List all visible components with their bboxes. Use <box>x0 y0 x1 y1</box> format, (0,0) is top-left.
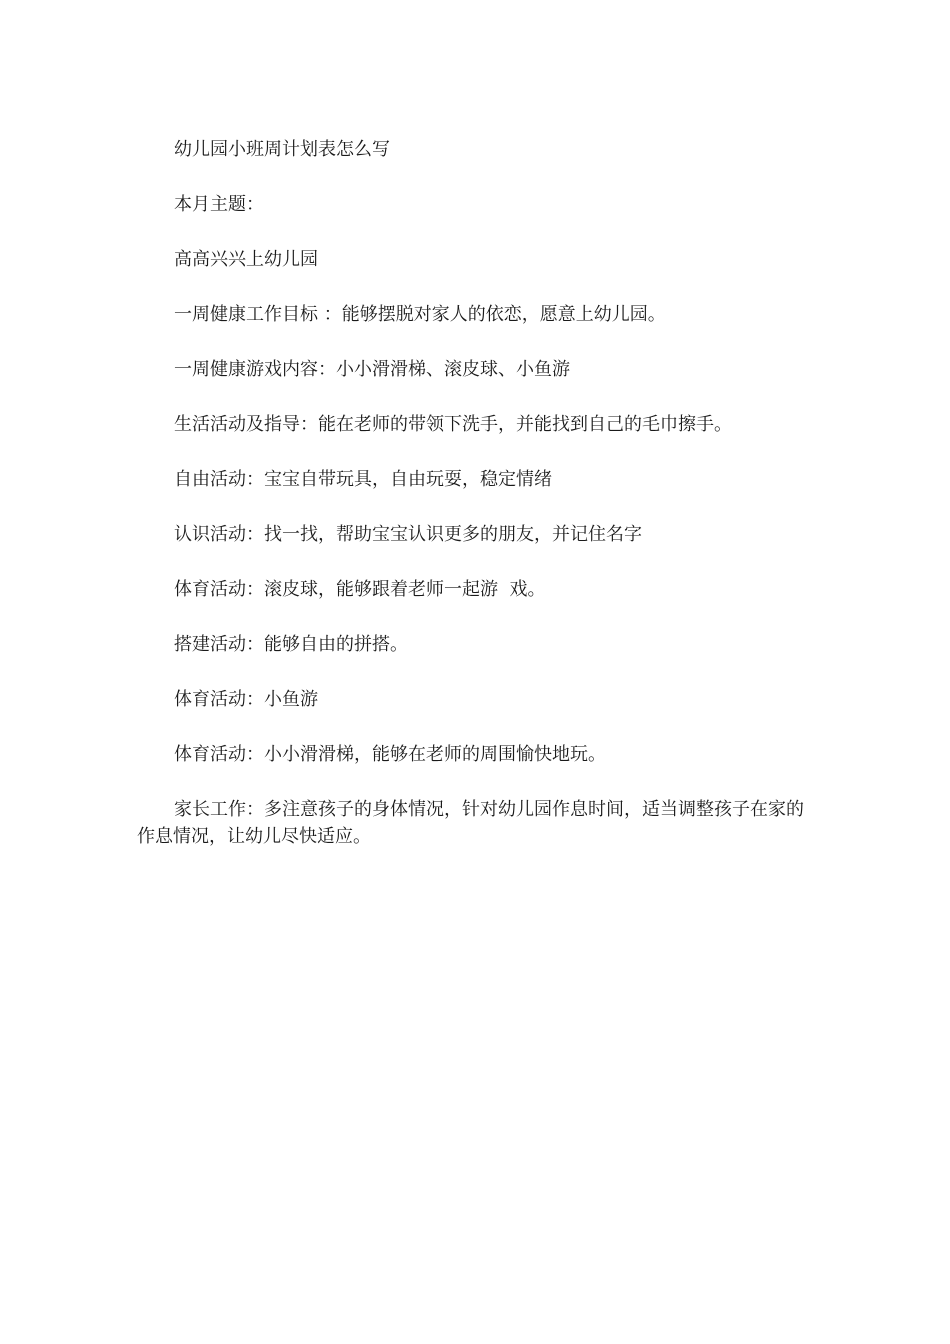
paragraph-building-activity: 搭建活动：能够自由的拼搭。 <box>174 634 408 655</box>
paragraph-health-games: 一周健康游戏内容：小小滑滑梯、滚皮球、小鱼游 <box>174 359 570 380</box>
paragraph-free-activity: 自由活动：宝宝自带玩具，自由玩耍，稳定情绪 <box>174 469 552 490</box>
paragraph-sports-slide: 体育活动：小小滑滑梯，能够在老师的周围愉快地玩。 <box>174 744 606 765</box>
paragraph-month-theme: 高高兴兴上幼儿园 <box>174 249 318 270</box>
paragraph-health-goal: 一周健康工作目标 ：能够摆脱对家人的依恋，愿意上幼儿园。 <box>174 304 666 325</box>
paragraph-month-theme-label: 本月主题： <box>174 194 264 215</box>
document-body <box>137 136 817 850</box>
paragraph-sports-ball: 体育活动：滚皮球，能够跟着老师一起游 戏。 <box>174 579 546 600</box>
paragraph-life-activity: 生活活动及指导：能在老师的带领下洗手，并能找到自己的毛巾擦手。 <box>174 414 732 435</box>
paragraph-cognitive-activity: 认识活动：找一找，帮助宝宝认识更多的朋友，并记住名字 <box>174 524 642 545</box>
paragraph-sports-fish: 体育活动：小鱼游 <box>174 689 318 710</box>
paragraph-parent-work: 家长工作：多注意孩子的身体情况，针对幼儿园作息时间，适当调整孩子在家的作息情况，让幼儿尽快适应。 <box>137 799 804 847</box>
document-title: 幼儿园小班周计划表怎么写 <box>174 139 390 160</box>
